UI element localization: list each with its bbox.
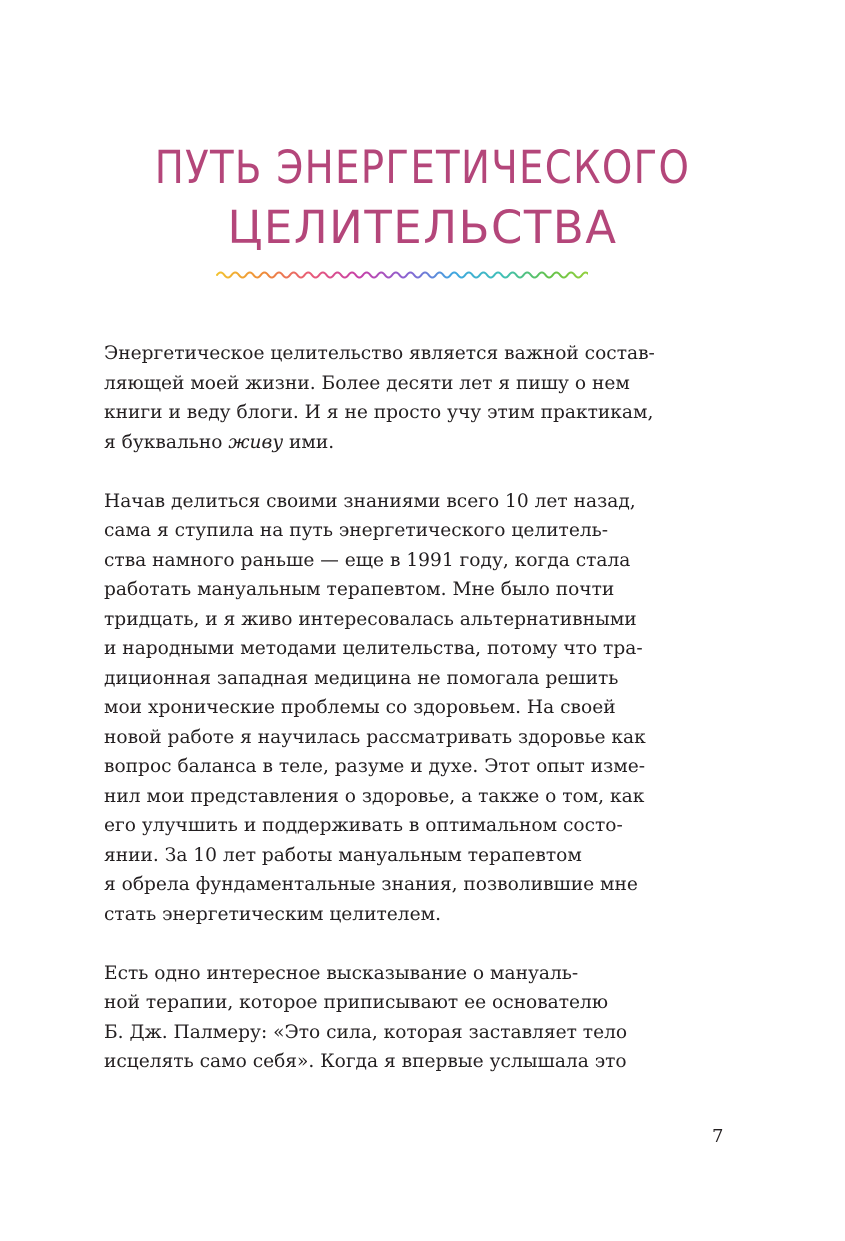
- rainbow-wave-divider-icon: [216, 268, 588, 282]
- emphasized-word: живу: [228, 431, 284, 453]
- text-line: стать энергетическим целителем.: [104, 903, 441, 925]
- text-line: я обрела фундаментальные знания, позволившие мне: [104, 874, 638, 895]
- text-line: книги и веду блоги. И я не просто учу этим практикам,: [104, 402, 654, 423]
- text-line: Начав делиться своими знаниями всего 10 лет назад,: [104, 490, 636, 512]
- text-line: Энергетическое целительство является важной состав-: [104, 343, 655, 364]
- text-line: ляющей моей жизни. Более десяти лет я пишу о нем: [104, 372, 630, 394]
- text-run: ими.: [283, 431, 335, 453]
- paragraph: [104, 339, 704, 457]
- text-line: ства намного раньше — еще в 1991 году, когда стала: [104, 549, 631, 571]
- text-line: работать мануальным терапевтом. Мне было почти: [104, 579, 615, 600]
- chapter-title: [0, 138, 845, 258]
- text-line: янии. За 10 лет работы мануальным терапевтом: [104, 844, 582, 866]
- paragraph-gap: [104, 929, 704, 959]
- text-line: и народными методами целительства, потому что тра-: [104, 638, 643, 659]
- text-line: сама я ступила на путь энергетического целитель-: [104, 520, 609, 541]
- text-run: я буквально: [104, 431, 229, 453]
- text-line: Б. Дж. Палмеру: «Это сила, которая заставляет тело: [104, 1021, 628, 1043]
- text-line: нил мои представления о здоровье, а также о том, как: [104, 785, 645, 807]
- text-line: исцелять само себя». Когда я впервые услышала это: [104, 1051, 627, 1072]
- text-line: вопрос баланса в теле, разуме и духе. Этот опыт изме-: [104, 756, 645, 777]
- chapter-title-line-2: ЦЕЛИТЕЛЬСТВА: [227, 201, 618, 254]
- text-line: его улучшить и поддерживать в оптимальном состо-: [104, 815, 623, 836]
- paragraph: [104, 487, 704, 930]
- text-line: ной терапии, которое приписывают ее основателю: [104, 992, 609, 1013]
- text-line: мои хронические проблемы со здоровьем. На своей: [104, 697, 616, 718]
- paragraph: [104, 959, 704, 1077]
- text-line: тридцать, и я живо интересовалась альтернативными: [104, 608, 637, 630]
- text-line: Есть одно интересное высказывание о мануаль-: [104, 962, 579, 984]
- body-text: [104, 339, 704, 1077]
- paragraph-gap: [104, 457, 704, 487]
- page-number: 7: [712, 1126, 724, 1147]
- chapter-title-line-1: ПУТЬ ЭНЕРГЕТИЧЕСКОГО: [154, 141, 691, 194]
- text-line: новой работе я научилась рассматривать здоровье как: [104, 726, 646, 748]
- text-line: диционная западная медицина не помогала решить: [104, 667, 619, 689]
- text-line: [104, 428, 704, 458]
